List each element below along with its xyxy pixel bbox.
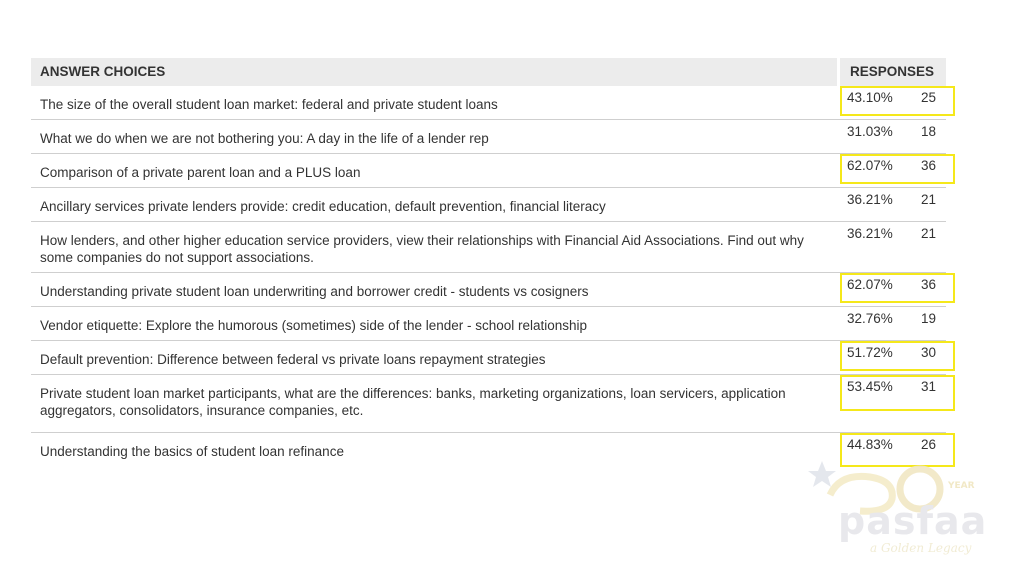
responses-header: RESPONSES: [840, 58, 946, 86]
table-row: [31, 86, 946, 120]
response-percent: 62.07%: [847, 158, 893, 173]
answer-choice: Ancillary services private lenders provide: credit education, default prevention, financial literacy: [40, 199, 606, 214]
table-row: [31, 273, 946, 307]
star-icon: [808, 461, 836, 487]
response-count: 31: [921, 379, 937, 394]
answer-choice: Private student loan market participants, what are the differences: banks, marketing organizations, loan servicers, application aggregators, consolidators, insurance companies, etc.: [40, 386, 786, 418]
logo-year-text: YEAR: [948, 481, 975, 491]
answer-choice: Comparison of a private parent loan and a PLUS loan: [40, 165, 361, 180]
response-percent: 31.03%: [847, 124, 893, 139]
answer-choice: Understanding private student loan underwriting and borrower credit - students vs cosigners: [40, 284, 589, 299]
response-count: 18: [921, 124, 937, 139]
response-count: 25: [921, 90, 937, 105]
answer-choice: Default prevention: Difference between federal vs private loans repayment strategies: [40, 352, 546, 367]
response-count: 36: [921, 277, 937, 292]
response-count: 21: [921, 226, 937, 241]
response-percent: 53.45%: [847, 379, 893, 394]
table-row: [31, 375, 946, 433]
table-row: [31, 188, 946, 222]
highlight-box: [840, 273, 955, 303]
logo-tagline: a Golden Legacy: [870, 541, 972, 555]
response-percent: 36.21%: [847, 192, 893, 207]
highlight-box: [840, 375, 955, 411]
response-percent: 51.72%: [847, 345, 893, 360]
highlight-box: [840, 341, 955, 371]
response-percent: 36.21%: [847, 226, 893, 241]
table-row: [31, 341, 946, 375]
table-row: [31, 222, 946, 273]
response-percent: 62.07%: [847, 277, 893, 292]
response-percent: 32.76%: [847, 311, 893, 326]
response-percent: 43.10%: [847, 90, 893, 105]
answer-choice: Vendor etiquette: Explore the humorous (sometimes) side of the lender - school relationship: [40, 318, 588, 333]
answer-choice: What we do when we are not bothering you: A day in the life of a lender rep: [40, 131, 489, 146]
highlight-box: [840, 154, 955, 184]
table-header: [31, 58, 946, 86]
table-row: [31, 154, 946, 188]
survey-results-table: [31, 58, 946, 466]
table-row: [31, 120, 946, 154]
response-count: 21: [921, 192, 937, 207]
answer-choice: The size of the overall student loan market: federal and private student loans: [40, 97, 498, 112]
answer-choice: Understanding the basics of student loan refinance: [40, 444, 344, 459]
response-count: 36: [921, 158, 937, 173]
response-percent: 44.83%: [847, 437, 893, 452]
response-count: 19: [921, 311, 937, 326]
pasfaa-logo: [800, 455, 1000, 565]
highlight-box: [840, 86, 955, 116]
logo-wordmark: pasfaa: [838, 499, 988, 543]
answer-choices-header: ANSWER CHOICES: [31, 58, 837, 86]
table-row: [31, 307, 946, 341]
response-count: 26: [921, 437, 937, 452]
answer-choice: How lenders, and other higher education service providers, view their relationships with Financial Aid Associations. Find out why some companies do not support associations.: [40, 233, 804, 265]
response-count: 30: [921, 345, 937, 360]
